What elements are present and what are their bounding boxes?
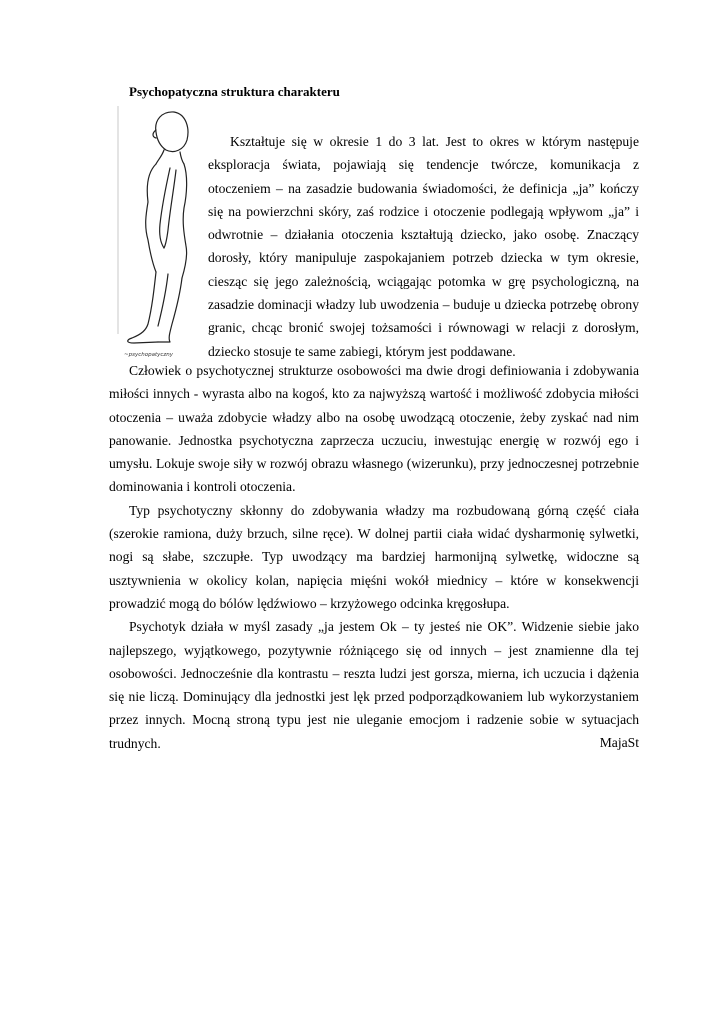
paragraph: Psychotyk działa w myśl zasady „ja jestem Ok – ty jesteś nie OK”. Widzenie siebie jako najlepszego, wyjątkowego, pozytywnie różniącego się od innych – jest znamienne dla tej osobowości. Jednocześnie dla kontrastu – reszta ludzi jest gorsza, mierna, ich uczucia i dążenia się nie liczą. Dominujący dla jednostki jest lęk przed podporządkowaniem lub wykorzystaniem przez innych. Mocną stroną typu jest nie uleganie emocjom i radzenie sobie w sytuacjach trudnych. [109, 619, 639, 751]
main-text [109, 359, 639, 755]
figure-caption: ~psychopatyczny [124, 352, 174, 358]
intro-paragraph [208, 130, 639, 363]
intro-paragraph-text: Kształtuje się w okresie 1 do 3 lat. Jest to okres w którym następuje eksploracja świata, pojawiają się tendencje twórcze, komunikacja z otoczeniem – na zasadzie budowania świadomości, że definicja „ja” kończy się na powierzchni skóry, zaś rodzice i otoczenie podlegają wpływom „ja” i odwrotnie – działania otoczenia kształtują dziecko, jako osobę. Znaczący dorosły, który manipuluje zaspokajaniem potrzeb dziecka w tym okresie, ciesząc się jego zależnością, wciągając potomka w grę psychologiczną, na zasadzie dominacji władzy lub uwodzenia – buduje u dziecka potrzebę obrony granic, chcąc bronić swojej tożsamości i równowagi w relacji z dorosłym, dziecko stosuje te same zabiegi, którym jest poddawane. [208, 134, 639, 359]
paragraph: Człowiek o psychotycznej strukturze osobowości ma dwie drogi definiowania i zdobywania miłości innych - wyrasta albo na kogoś, kto za najwyższą wartość i możliwość zdobycia miłości otoczenia – uważa zdobycie władzy albo na osobę uwodzącą otoczenie, żeby zyskać nad nim panowanie. Jednostka psychotyczna zaprzecza uczuciu, inwestując energię w rozwój ego i umysłu. Lokuje swoje siły w rozwój obrazu własnego (wizerunku), przy jednoczesnej potrzebnie dominowania i kontroli otoczenia. [109, 363, 639, 495]
document-title: Psychopatyczna struktura charakteru [129, 84, 340, 99]
author-signature: MajaSt [599, 735, 639, 750]
human-figure-sketch-icon [112, 106, 204, 358]
paragraph: Typ psychotyczny skłonny do zdobywania władzy ma rozbudowaną górną część ciała (szerokie ramiona, duży brzuch, silne ręce). W dolnej partii ciała widać dysharmonię sylwetki, nogi są słabe, szczupłe. Typ uwodzący ma bardziej harmonijną sylwetkę, widoczne są usztywnienia w okolicy kolan, napięcia mięśni wokół miednicy – które w konsekwencji prowadzić mogą do bólów lędźwiowo – krzyżowego odcinka kręgosłupa. [109, 502, 639, 611]
